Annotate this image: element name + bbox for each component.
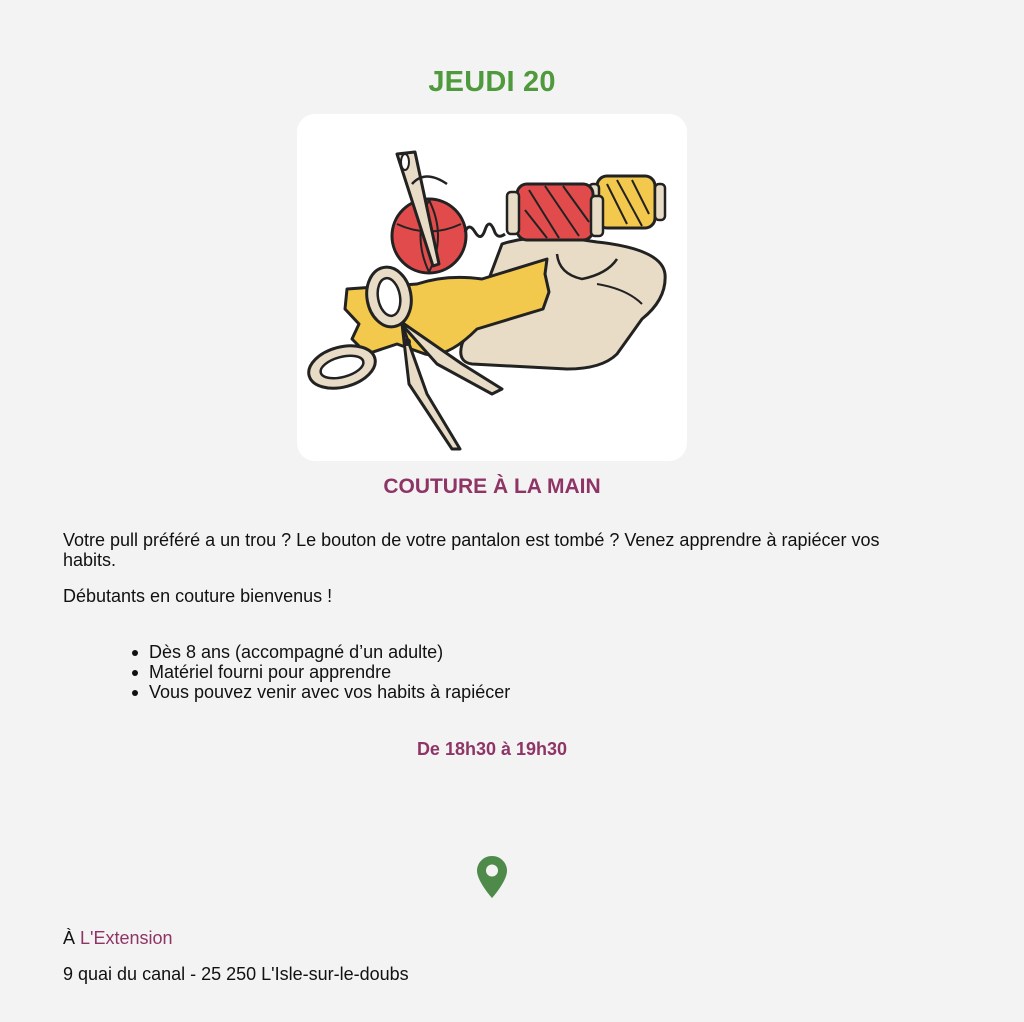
event-description [63, 530, 923, 622]
venue-prefix: À [63, 928, 76, 948]
venue-line [63, 928, 173, 949]
description-paragraph: Débutants en couture bienvenus ! [63, 586, 333, 606]
event-title: COUTURE À LA MAIN [383, 475, 601, 498]
map-pin-icon [476, 855, 508, 904]
sewing-kit-icon [297, 114, 687, 461]
sewing-kit-illustration [297, 114, 687, 461]
event-details-list [63, 642, 510, 702]
event-day-heading: JEUDI 20 [428, 66, 556, 98]
list-item: Dès 8 ans (accompagné d’un adulte) [149, 642, 510, 662]
venue-address: 9 quai du canal - 25 250 L'Isle-sur-le-doubs [63, 964, 409, 984]
description-paragraph: Votre pull préféré a un trou ? Le bouton de votre pantalon est tombé ? Venez apprendre à rapiécer vos habits. [63, 530, 880, 570]
event-schedule: De 18h30 à 19h30 [416, 739, 568, 759]
list-item: Matériel fourni pour apprendre [149, 662, 510, 682]
venue-link[interactable]: L'Extension [80, 928, 173, 948]
list-item: Vous pouvez venir avec vos habits à rapiécer [149, 682, 511, 702]
